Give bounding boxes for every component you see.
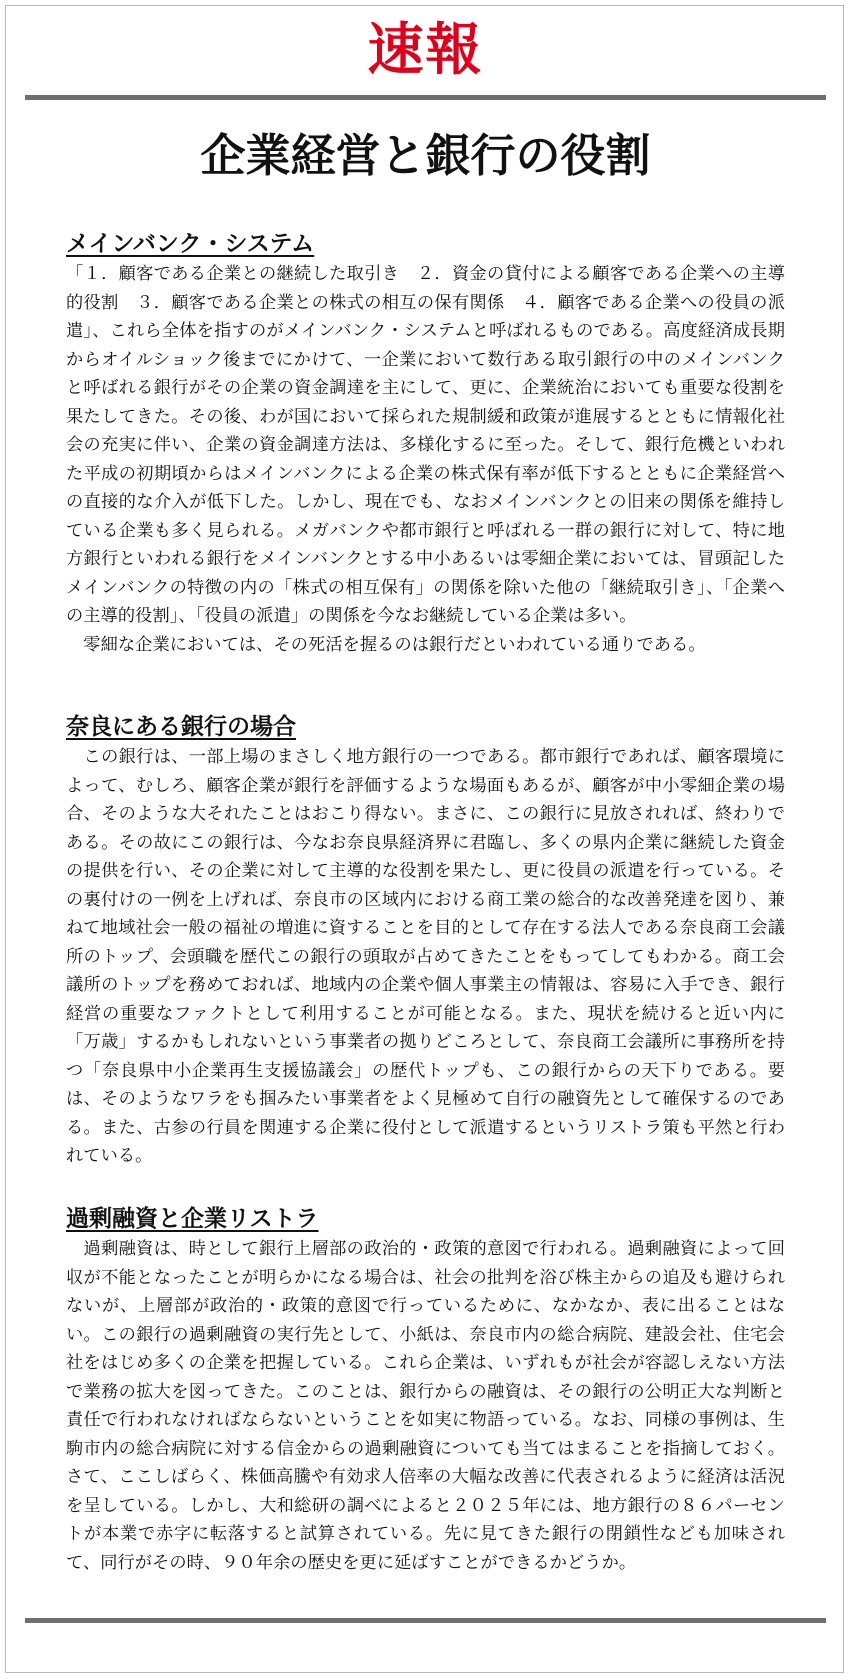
article-headline: 企業経営と銀行の役割 — [200, 129, 651, 182]
top-divider — [25, 95, 826, 100]
section-main-bank-system — [66, 228, 785, 659]
section-nara-bank-case — [66, 711, 785, 1171]
section-heading: 過剰融資と企業リストラ — [66, 1205, 319, 1232]
section-excess-lending — [66, 1203, 785, 1577]
section-paragraph: 零細な企業においては、その死活を握るのは銀行だといわれている通りである。 — [66, 634, 706, 655]
breaking-news-label: 速報 — [367, 17, 484, 83]
section-heading: メインバンク・システム — [66, 230, 315, 257]
section-paragraph: この銀行は、一部上場のまさしく地方銀行の一つである。都市銀行であれば、顧客環境によって、むしろ、顧客企業が銀行を評価するような場面もあるが、顧客が中小零細企業の場合、そのような大それたことはおこり得ない。まさに、この銀行に見放されれば、終わりである。その故にこの銀行は、今なお奈良県経済界に君臨し、多くの県内企業に継続した資金の提供を行い、その企業に対して主導的な役割を果たし、更に役員の派遣を行っている。その裏付けの一例を上げれば、奈良市の区域内における商工業の総合的な改善発達を図り、兼ねて地域社会一般の福祉の増進に資することを目的として存在する法人である奈良商工会議所のトップ、会頭職を歴代この銀行の頭取が占めてきたことをもってしてもわかる。商工会議所のトップを務めておれば、地域内の企業や個人事業主の情報は、容易に入手でき、銀行経営の重要なファクトとして利用することが可能となる。また、現状を続けると近い内に「万歳」するかもしれないという事業者の拠りどころとして、奈良商工会議所に事務所を持つ「奈良県中小企業再生支援協議会」の歴代トップも、この銀行からの天下りである。要は、そのようなワラをも掴みたい事業者をよく見極めて自行の融資先として確保するのである。また、古参の行員を関連する企業に役付として派遣するというリストラ策も平然と行われている。 — [66, 747, 785, 1166]
section-heading: 奈良にある銀行の場合 — [66, 713, 296, 740]
section-paragraph: 「１．顧客である企業との継続した取引き ２．資金の貸付による顧客である企業への主導的役割 ３．顧客である企業との株式の相互の保有関係 ４．顧客である企業への役員の派遣」、これら全体を指すのがメインバンク・システムと呼ばれるものである。高度経済成長期からオイルショック後までにかけて、一企業において数行ある取引銀行の中のメインバンクと呼ばれる銀行がその企業の資金調達を主にして、更に、企業統治においても重要な役割を果たしてきた。その後、わが国において採られた規制緩和政策が進展するとともに情報化社会の充実に伴い、企業の資金調達方法は、多様化するに至った。そして、銀行危機といわれた平成の初期頃からはメインバンクによる企業の株式保有率が低下するとともに企業経営への直接的な介入が低下した。しかし、現在でも、なおメインバンクとの旧来の関係を維持している企業も多く見られる。メガバンクや都市銀行と呼ばれる一群の銀行に対して、特に地方銀行といわれる銀行をメインバンクとする中小あるいは零細企業においては、冒頭記したメインバンクの特徴の内の「株式の相互保有」の関係を除いた他の「継続取引き」、「企業への主導的役割」、「役員の派遣」の関係を今なお継続している企業は多い。 — [66, 264, 785, 626]
section-paragraph: 過剰融資は、時として銀行上層部の政治的・政策的意図で行われる。過剰融資によって回収が不能となったことが明らかになる場合は、社会の批判を浴び株主からの追及も避けられないが、上層部が政治的・政策的意図で行っているために、なかなか、表に出ることはない。この銀行の過剰融資の実行先として、小紙は、奈良市内の総合病院、建設会社、住宅会社をはじめ多くの企業を把握している。これら企業は、いずれもが社会が容認しえない方法で業務の拡大を図ってきた。このことは、銀行からの融資は、その銀行の公明正大な判断と責任で行われなければならないということを如実に物語っている。なお、同様の事例は、生駒市内の総合病院に対する信金からの過剰融資についても当てはまることを指摘しておく。さて、ここしばらく、株価高騰や有効求人倍率の大幅な改善に代表されるように経済は活況を呈している。しかし、大和総研の調べによると２０２５年には、地方銀行の８６パーセントが本業で赤字に転落すると試算されている。先に見てきた銀行の閉鎖性なども加味されて、同行がその時、９０年余の歴史を更に延ばすことができるかどうか。 — [66, 1239, 785, 1573]
bottom-divider — [25, 1618, 826, 1623]
